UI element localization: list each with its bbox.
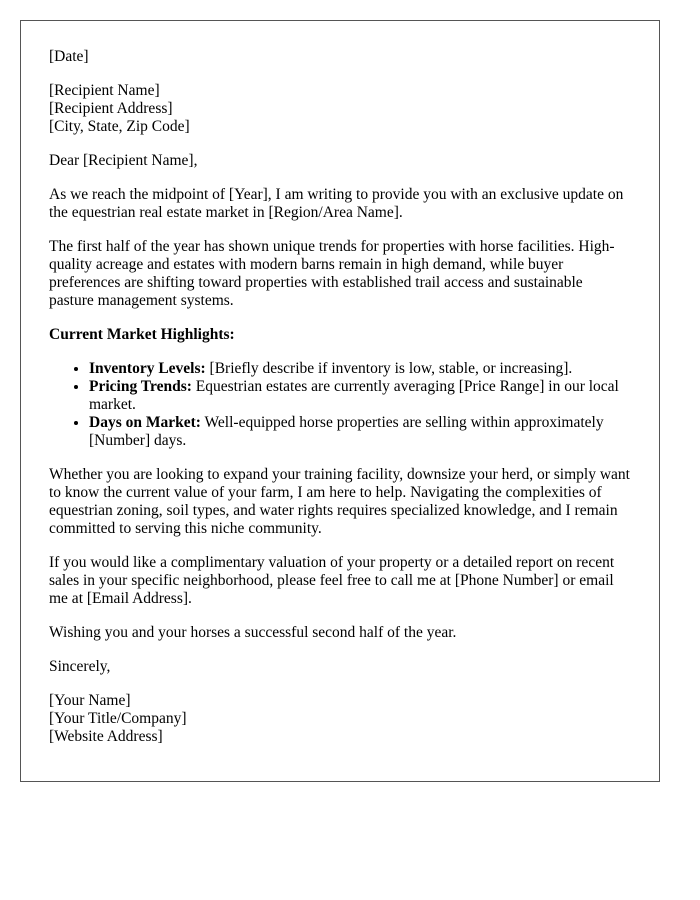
recipient-address: [Recipient Address] bbox=[49, 100, 173, 117]
highlight-term: Pricing Trends: bbox=[89, 378, 192, 395]
highlight-item-inventory bbox=[89, 360, 631, 378]
signature-title: [Your Title/Company] bbox=[49, 710, 187, 727]
highlight-term: Inventory Levels: bbox=[89, 360, 206, 377]
signature-name: [Your Name] bbox=[49, 692, 131, 709]
highlight-text: Equestrian estates are currently averaging [Price Range] in our local market. bbox=[89, 378, 619, 413]
highlight-item-pricing bbox=[89, 378, 631, 414]
signoff: Sincerely, bbox=[49, 658, 111, 675]
trends-paragraph: The first half of the year has shown unique trends for properties with horse facilities. High-quality acreage and estates with modern barns remain in high demand, while buyer preferences are shifting toward properties with established trail access and sustainable pasture management systems. bbox=[49, 238, 615, 309]
signature-block bbox=[49, 692, 631, 746]
highlight-text: [Briefly describe if inventory is low, stable, or increasing]. bbox=[205, 360, 573, 377]
contact-paragraph: If you would like a complimentary valuation of your property or a detailed report on recent sales in your specific neighborhood, please feel free to call me at [Phone Number] or email me at [Email Address]. bbox=[49, 554, 615, 607]
highlights-list bbox=[49, 360, 631, 450]
highlights-heading: Current Market Highlights: bbox=[49, 326, 235, 343]
highlight-text: Well-equipped horse properties are selling within approximately [Number] days. bbox=[89, 414, 604, 449]
intro-paragraph: As we reach the midpoint of [Year], I am writing to provide you with an exclusive update on the equestrian real estate market in [Region/Area Name]. bbox=[49, 186, 624, 221]
recipient-block bbox=[49, 82, 631, 136]
recipient-city-line: [City, State, Zip Code] bbox=[49, 118, 190, 135]
highlight-term: Days on Market: bbox=[89, 414, 201, 431]
salutation: Dear [Recipient Name], bbox=[49, 152, 198, 169]
wishes-paragraph: Wishing you and your horses a successful second half of the year. bbox=[49, 624, 457, 641]
help-paragraph: Whether you are looking to expand your training facility, downsize your herd, or simply want to know the current value of your farm, I am here to help. Navigating the complexities of equestrian zoning, soil types, and water rights requires specialized knowledge, and I remain committed to serving this niche community. bbox=[49, 466, 630, 537]
letter-document bbox=[20, 20, 660, 782]
signature-website: [Website Address] bbox=[49, 728, 163, 745]
letter-date: [Date] bbox=[49, 48, 89, 65]
recipient-name: [Recipient Name] bbox=[49, 82, 160, 99]
highlight-item-days-on-market bbox=[89, 414, 631, 450]
